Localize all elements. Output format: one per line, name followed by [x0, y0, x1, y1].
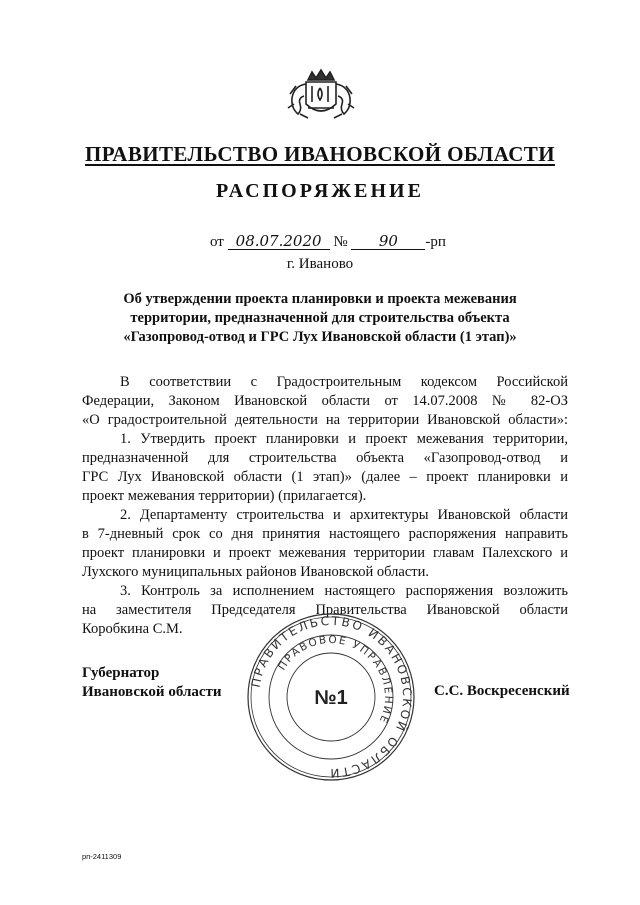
- svg-text:ПРАВОВОЕ УПРАВЛЕНИЕ: ПРАВОВОЕ УПРАВЛЕНИЕ: [276, 633, 395, 726]
- document-date: 08.07.2020: [228, 233, 330, 250]
- body-line: Федерации, Законом Ивановской области от 14.07.2008 № 82-ОЗ: [82, 393, 568, 409]
- signatory-position: [82, 664, 222, 702]
- document-body: [82, 373, 568, 639]
- body-line: Коробкина С.М.: [82, 621, 183, 637]
- subject-line: «Газопровод-отвод и ГРС Лух Ивановской области (1 этап)»: [123, 329, 517, 345]
- svg-text:ПРАВИТЕЛЬСТВО ИВАНОВСКОЙ ОБЛАС: ПРАВИТЕЛЬСТВО ИВАНОВСКОЙ ОБЛАСТИ: [248, 613, 415, 781]
- body-line: на заместителя Председателя Правительства Ивановской области: [82, 602, 568, 618]
- body-line: Лухского муниципальных районов Ивановской области.: [82, 564, 430, 580]
- subject-line: Об утверждении проекта планировки и проекта межевания: [123, 291, 517, 307]
- position-line: Губернатор: [82, 665, 160, 681]
- number-suffix: -рп: [425, 234, 446, 250]
- city: г. Иваново: [286, 256, 354, 272]
- date-prefix: от: [210, 234, 224, 250]
- body-line: проект межевания территории) (прилагается).: [82, 488, 367, 504]
- body-line: в 7-дневный срок со дня принятия настоящего распоряжения направить: [82, 526, 568, 542]
- seal-number: №1: [314, 687, 348, 709]
- body-line: ГРС Лух Ивановской области (1 этап)» (далее – проект планировки и: [82, 469, 568, 485]
- official-seal: [246, 612, 416, 782]
- body-line: проект планировки и проект межевания территории главам Палехского и: [82, 545, 568, 561]
- body-line: В соответствии с Градостроительным кодексом Российской: [120, 374, 568, 390]
- body-line: 2. Департаменту строительства и архитектуры Ивановской области: [120, 507, 568, 523]
- subject-line: территории, предназначенной для строительства объекта: [130, 310, 510, 326]
- number-prefix: №: [333, 234, 348, 250]
- signatory-name: С.С. Воскресенский: [434, 683, 570, 699]
- coat-of-arms-icon: [286, 64, 356, 122]
- document-number: 90: [351, 233, 425, 250]
- document-code: рп-2411309: [82, 852, 122, 861]
- document-type: РАСПОРЯЖЕНИЕ: [216, 180, 424, 202]
- position-line: Ивановской области: [82, 684, 222, 700]
- body-line: «О градостроительной деятельности на территории Ивановской области»:: [82, 412, 568, 428]
- date-number-line: [210, 233, 446, 251]
- organization-title: ПРАВИТЕЛЬСТВО ИВАНОВСКОЙ ОБЛАСТИ: [85, 142, 555, 166]
- body-line: предназначенной для строительства объекта «Газопровод-отвод и: [82, 450, 568, 466]
- document-subject: [80, 290, 560, 347]
- body-line: 1. Утвердить проект планировки и проект межевания территории,: [120, 431, 568, 447]
- body-line: 3. Контроль за исполнением настоящего распоряжения возложить: [120, 583, 568, 599]
